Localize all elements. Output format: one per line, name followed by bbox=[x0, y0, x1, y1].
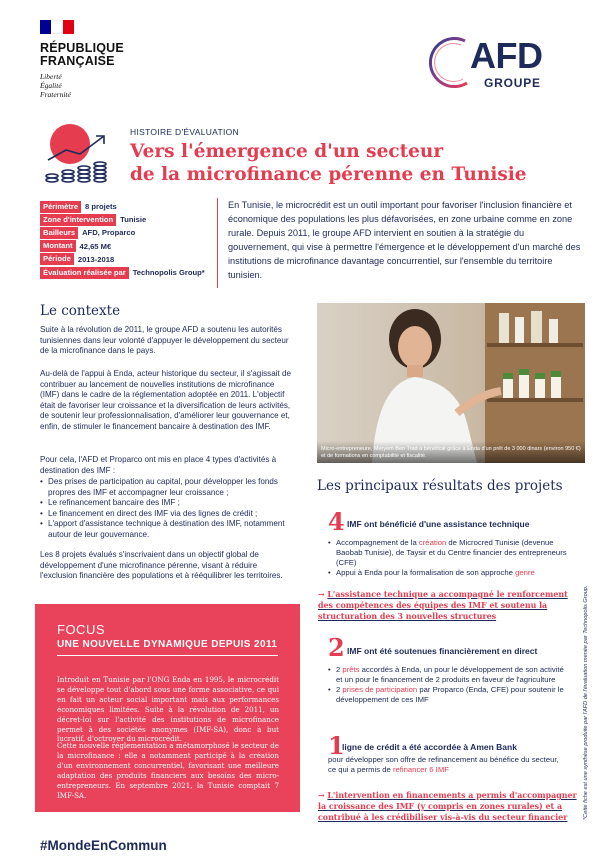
info-row bbox=[40, 200, 218, 213]
side-footnote: *Cette fiche est une synthèse produite par l'AFD de l'évaluation menée par Technopolis Group. bbox=[583, 585, 589, 820]
info-label: Montant bbox=[40, 240, 76, 252]
info-label: Évaluation réalisée par bbox=[40, 267, 129, 279]
result-2-list bbox=[328, 665, 570, 705]
intro-paragraph: En Tunisie, le microcrédit est un outil important pour favoriser l'inclusion financière et économique des populations les plus défavorisées, en zone urbaine comme en zone rurale. Depuis 2011, le groupe AFD intervient en soutien à la stratégie du gouvernement, qui vise à permettre l'émergence et le développement d'un marché des institutions de microfinance davantage concurrentiel, sur l'ensemble du territoire tunisien. bbox=[217, 198, 585, 288]
info-label: Bailleurs bbox=[40, 227, 78, 239]
arrow-right-icon: → bbox=[318, 791, 325, 800]
focus-paragraph-2: Cette nouvelle réglementation a métamorphosé le secteur de la microfinance : elle a notamment participé à la création d'un environnement concurrentiel, favorisant une meilleure adaptation des produits financiers aux besoins des micro-entrepreneurs. En septembre 2021, la Tunisie comptait 7 IMF-SA. bbox=[57, 741, 279, 800]
context-bullets bbox=[40, 477, 295, 541]
context-heading: Le contexte bbox=[40, 303, 121, 319]
results-heading: Les principaux résultats des projets bbox=[317, 478, 563, 494]
coins-growth-icon bbox=[40, 120, 128, 190]
focus-box bbox=[35, 604, 300, 812]
arrow-right-icon: → bbox=[318, 590, 325, 599]
info-label: Zone d'intervention bbox=[40, 214, 116, 226]
republique-francaise-flag bbox=[40, 20, 74, 34]
info-value: 42,65 M€ bbox=[79, 241, 112, 251]
info-value: 8 projets bbox=[85, 202, 117, 212]
kicker-label: HISTOIRE D'ÉVALUATION bbox=[130, 127, 239, 137]
context-paragraph-4: Les 8 projets évalués s'inscrivaient dans un objectif global de développement d'une microfinance pérenne, visant à réduire l'exclusion financière des populations et à rééquilibrer les territoires. bbox=[40, 550, 283, 581]
result-1-callout: → L'assistance technique a accompagné le renforcement des compétences des équipes des IMF et soutenu la structuration des 3 nouvelles structures bbox=[318, 590, 568, 621]
entrepreneur-photo bbox=[317, 303, 585, 463]
list-item: • 2 prêts accordés à Enda, un pour le développement de son activité et un pour le financement de 2 produits en faveur de l'agriculture bbox=[328, 665, 570, 685]
result-1-number: 4 bbox=[328, 507, 345, 536]
list-item: • Des prises de participation au capital, pour développer les fonds propres des IMF et accompagner leur croissance ; bbox=[40, 477, 295, 498]
context-paragraph-1: Suite à la révolution de 2011, le groupe AFD a soutenu les autorités tunisiennes dans leur volonté d'appuyer le développement du secteur de la microfinance dans le pays. bbox=[40, 325, 289, 356]
info-row bbox=[40, 213, 218, 226]
info-label: Périmètre bbox=[40, 201, 81, 213]
photo-caption: Micro-entrepreneure, Meryem Ben Trad a bénéficié grâce à Enda d'un prêt de 3 000 dinars (environ 950 €) et de formations en comptabilité et fiscalité. bbox=[321, 446, 581, 459]
afd-logo-text: AFD bbox=[470, 35, 543, 76]
result-1-list bbox=[328, 538, 570, 578]
focus-paragraph-1: Introduit en Tunisie par l'ONG Enda en 1995, le microcrédit se développe tout d'abord sous une forme associative, ce qui en fait un acteur social important mais aux performances économiques limitées. Suite à la révolution de 2011, un décret-loi sur l'activité des institutions de microfinance permet à des sociétés anonymes (IMF-SA), donc à but lucratif, d'octroyer du microcrédit. bbox=[57, 675, 279, 744]
republique-francaise-motto: Liberté Égalité Fraternité bbox=[40, 72, 71, 99]
info-row bbox=[40, 240, 218, 253]
result-1-title: IMF ont bénéficié d'une assistance technique bbox=[347, 519, 530, 529]
info-value: 2013-2018 bbox=[77, 254, 115, 264]
result-2-title: IMF ont été soutenues financièrement en direct bbox=[347, 646, 538, 656]
focus-divider bbox=[57, 655, 278, 656]
republique-francaise-name: RÉPUBLIQUE FRANÇAISE bbox=[40, 41, 124, 68]
info-table bbox=[40, 200, 218, 279]
info-value: Tunisie bbox=[120, 215, 147, 225]
result-3-text: pour développer son offre de refinancement au bénéfice du secteur, ce qui a permis de refinancer 6 IMF bbox=[328, 755, 559, 774]
info-label: Période bbox=[40, 253, 74, 265]
context-paragraph-3: Pour cela, l'AFD et Proparco ont mis en place 4 types d'activités à destination des IMF : bbox=[40, 455, 277, 475]
result-3-title: ligne de crédit a été accordée à Amen Bank bbox=[342, 742, 517, 752]
result-3-callout: → L'intervention en financements a permis d'accompagner la croissance des IMF (y compris en zones rurales) et a contribué à les crédibiliser vis-à-vis du secteur financier bbox=[318, 791, 577, 822]
list-item: • Le refinancement bancaire des IMF ; bbox=[40, 498, 295, 509]
list-item: • Accompagnement de la création de Microcred Tunisie (devenue Baobab Tunisie), de Taysir et du Centre financier des entrepreneurs (CFE) bbox=[328, 538, 570, 568]
list-item: • Le financement en direct des IMF via des lignes de crédit ; bbox=[40, 509, 295, 520]
info-row bbox=[40, 226, 218, 239]
hashtag: #MondeEnCommun bbox=[40, 838, 167, 853]
result-3-number: 1 bbox=[328, 731, 345, 760]
info-row bbox=[40, 266, 218, 279]
info-value: Technopolis Group* bbox=[132, 268, 205, 278]
list-item: • Appui à Enda pour la formalisation de son approche genre bbox=[328, 568, 570, 578]
info-value: AFD, Proparco bbox=[82, 228, 136, 238]
afd-groupe-text: GROUPE bbox=[484, 76, 541, 90]
list-item: • 2 prises de participation par Proparco (Enda, CFE) pour soutenir le développement de ces IMF bbox=[328, 685, 570, 705]
list-item: • L'apport d'assistance technique à destination des IMF, notamment autour de leur gouvernance. bbox=[40, 519, 295, 540]
info-row bbox=[40, 253, 218, 266]
context-paragraph-2: Au-delà de l'appui à Enda, acteur historique du secteur, il s'agissait de contribuer au lancement de nouvelles institutions de microfinance (IMF) dans le cadre de la réglementation adoptée en 2011. L'objectif était de favoriser leur croissance et la diversification de leurs activités, de soutenir leur professionnalisation, d'améliorer leur gouvernance et, enfin, de stimuler le financement bancaire à destination des IMF. bbox=[40, 369, 292, 431]
page-title: Vers l'émergence d'un secteur de la microfinance pérenne en Tunisie bbox=[130, 141, 527, 185]
focus-subheading: UNE NOUVELLE DYNAMIQUE DEPUIS 2011 bbox=[57, 639, 278, 650]
focus-heading: FOCUS bbox=[57, 622, 105, 637]
result-2-number: 2 bbox=[328, 633, 345, 662]
